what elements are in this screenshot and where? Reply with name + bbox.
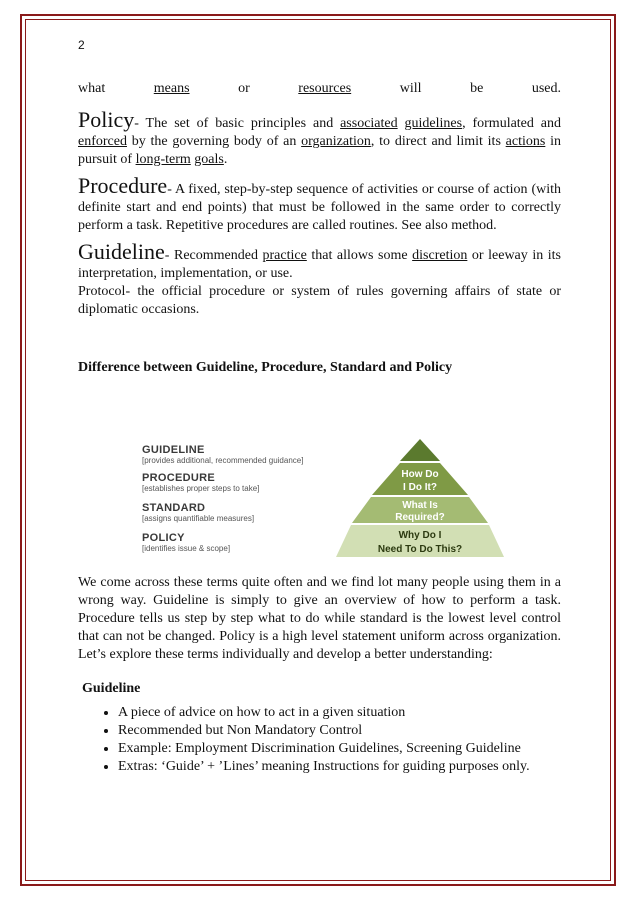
guideline-section-heading: Guideline	[82, 681, 141, 696]
term-procedure: Procedure	[78, 173, 168, 198]
tier-why-line2: Need To Do This?	[377, 544, 463, 555]
tier-how-line1: How Do	[401, 469, 439, 480]
tier-what-line2: Required?	[395, 512, 445, 523]
document-body	[78, 80, 561, 377]
link-discretion[interactable]: discretion	[412, 248, 468, 263]
link-long-term[interactable]: long-term	[135, 152, 191, 167]
link-guidelines[interactable]: guidelines	[404, 116, 463, 131]
link-enforced[interactable]: enforced	[78, 134, 127, 149]
link-organization[interactable]: organization	[301, 134, 371, 149]
pyramid-diagram	[138, 437, 504, 559]
guideline-definition: Guideline- Recommended practice that allows some discretion or leeway in its interpretation, implementation, or use.	[78, 239, 561, 281]
pyramid-sub-guideline: [provides additional, recommended guidance]	[142, 456, 304, 465]
page-number: 2	[78, 38, 85, 52]
tier-how-line2: I Do It?	[403, 482, 437, 493]
link-goals[interactable]: goals	[194, 152, 224, 167]
intro-paragraph: We come across these terms quite often and we find lot many people using them in a wrong way. Guideline is simply to give an overview of how to perform a task. Procedure tells us step by step what to do while standard is the lowest level control that can not be changed. Policy is a high level statement uniform across organization. Let’s explore these terms individually and develop a better understanding:	[78, 575, 561, 662]
link-means[interactable]: means	[153, 81, 190, 96]
pyramid-label-policy: POLICY	[142, 532, 185, 544]
policy-definition: Policy- The set of basic principles and associated guidelines, formulated and enforced by the governing body of an organization, to direct and limit its actions in pursuit of long-term goals.	[78, 107, 562, 167]
difference-heading: Difference between Guideline, Procedure, Standard and Policy	[78, 360, 453, 375]
line-what-means: what means or resources will be used.	[78, 81, 562, 96]
link-associated[interactable]: associated	[340, 116, 398, 131]
list-item: • Recommended but Non Mandatory Control	[118, 722, 561, 740]
pyramid-label-guideline: GUIDELINE	[142, 444, 205, 456]
link-actions[interactable]: actions	[505, 134, 546, 149]
term-guideline: Guideline	[78, 239, 165, 264]
list-item: • Extras: ‘Guide’ + ’Lines’ meaning Instructions for guiding purposes only.	[118, 758, 561, 776]
pyramid-label-procedure: PROCEDURE	[142, 472, 215, 484]
link-practice[interactable]: practice	[262, 248, 307, 263]
protocol-definition: Protocol- the official procedure or system of rules governing affairs of state or diplomatic occasions.	[78, 284, 561, 317]
tier-what-line1: What Is	[402, 500, 438, 511]
lower-body	[78, 574, 561, 776]
link-resources[interactable]: resources	[298, 81, 352, 96]
pyramid-sub-standard: [assigns quantifiable measures]	[142, 514, 255, 523]
procedure-definition: Procedure- A fixed, step-by-step sequence of activities or course of action (with definite start and end points) that must be followed in the same order to correctly perform a task. Repetitive procedures are called routines. See also method.	[78, 173, 561, 233]
guideline-bullet-list	[78, 704, 561, 776]
list-item: • A piece of advice on how to act in a given situation	[118, 704, 561, 722]
pyramid-sub-policy: [identifies issue & scope]	[142, 544, 231, 553]
pyramid-label-standard: STANDARD	[142, 502, 206, 514]
tier-why-line1: Why Do I	[398, 530, 442, 541]
list-item: • Example: Employment Discrimination Guidelines, Screening Guideline	[118, 740, 561, 758]
pyramid-sub-procedure: [establishes proper steps to take]	[142, 484, 260, 493]
pyramid-tier-top	[400, 439, 440, 461]
term-policy: Policy	[78, 107, 135, 132]
